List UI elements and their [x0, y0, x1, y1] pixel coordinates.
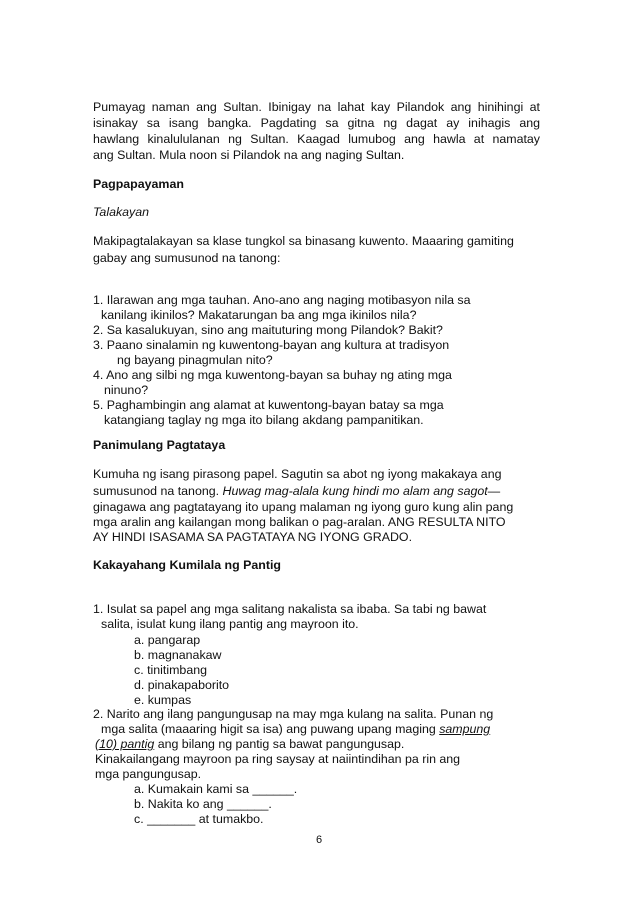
section-heading-panimulang-pagtataya: Panimulang Pagtataya: [93, 438, 226, 452]
pagtataya-line-1: Kumuha ng isang pirasong papel. Sagutin sa abot ng iyong makakaya ang: [93, 467, 502, 481]
question-3-line-2: ng bayang pinagmulan nito?: [117, 353, 273, 367]
item-2-line-5: mga pangungusap.: [95, 767, 202, 781]
item-2-emphasis-pantig: (10) pantig: [95, 737, 155, 751]
intro-line-3: hawlang kinalululanan ng Sultan. Kaagad lumubog ang hawla at namatay: [93, 132, 540, 146]
question-1-line-1: 1. Ilarawan ang mga tauhan. Ano-ano ang naging motibasyon nila sa: [93, 293, 471, 307]
word-item-c: c. tinitimbang: [134, 663, 208, 677]
question-3-line-1: 3. Paano sinalamin ng kuwentong-bayan ang kultura at tradisyon: [93, 338, 450, 352]
item-2-line-4: Kinakailangang mayroon pa ring saysay at naiintindihan pa rin ang: [95, 752, 461, 766]
section-heading-pagpapayaman: Pagpapayaman: [93, 177, 184, 191]
word-item-a: a. pangarap: [134, 633, 201, 647]
item-2-line-2: [101, 722, 490, 737]
pagtataya-dash: —: [487, 484, 501, 498]
item-2-emphasis-sampung: sampung: [439, 722, 491, 736]
section-heading-kakayahang-kumilala: Kakayahang Kumilala ng Pantig: [93, 558, 281, 572]
item-2-line-3-rest: ang bilang ng pantig sa bawat pangungusap.: [154, 737, 405, 751]
question-4-line-1: 4. Ano ang silbi ng mga kuwentong-bayan sa buhay ng ating mga: [93, 368, 452, 382]
talakayan-intro-line-2: gabay ang sumusunod na tanong:: [93, 251, 281, 265]
item-2-line-1: 2. Narito ang ilang pangungusap na may mga kulang na salita. Punan ng: [93, 707, 494, 721]
item-2-line-3: [95, 737, 404, 752]
pagtataya-line-4: mga aralin ang kailangan mong balikan o pag-aralan. ANG RESULTA NITO: [93, 515, 506, 529]
item-2-line-2-start: mga salita (maaaring higit sa isa) ang puwang upang maging: [101, 722, 440, 736]
intro-line-2: isinakay sa isang bangka. Pagdating sa gitna ng dagat ay inihagis ang: [93, 116, 540, 130]
word-item-e: e. kumpas: [134, 693, 192, 707]
pagtataya-line-5: AY HINDI ISASAMA SA PAGTATAYA NG IYONG GRADO.: [93, 530, 413, 544]
pagtataya-line-2: [93, 484, 500, 499]
question-5-line-1: 5. Paghambingin ang alamat at kuwentong-bayan batay sa mga: [93, 398, 444, 412]
question-2: 2. Sa kasalukuyan, sino ang maituturing mong Pilandok? Bakit?: [93, 323, 443, 337]
intro-line-4: ang Sultan. Mula noon si Pilandok na ang naging Sultan.: [93, 148, 405, 162]
question-4-line-2: ninuno?: [104, 383, 149, 397]
word-item-b: b. magnanakaw: [134, 648, 222, 662]
question-5-line-2: katangiang taglay ng mga ito bilang akdang pampanitikan.: [104, 413, 424, 427]
word-item-d: d. pinakapaborito: [134, 678, 230, 692]
pagtataya-line-3: ginagawa ang pagtatayang ito upang malaman ng iyong guro kung alin pang: [93, 500, 514, 514]
question-1-line-2: kanilang ikinilos? Makatarungan ba ang mga ikinilos nila?: [101, 308, 417, 322]
talakayan-intro-line-1: Makipagtalakayan sa klase tungkol sa binasang kuwento. Maaaring gamiting: [93, 234, 514, 248]
sentence-item-a: a. Kumakain kami sa ______.: [134, 782, 298, 796]
item-1-line-1: 1. Isulat sa papel ang mga salitang nakalista sa ibaba. Sa tabi ng bawat: [93, 602, 487, 616]
item-1-line-2: salita, isulat kung ilang pantig ang mayroon ito.: [101, 617, 359, 631]
pagtataya-line-2-start: sumusunod na tanong.: [93, 484, 223, 498]
page-number: 6: [315, 834, 323, 846]
pagtataya-italic-phrase: Huwag mag-alala kung hindi mo alam ang sagot: [222, 484, 488, 498]
sentence-item-b: b. Nakita ko ang ______.: [134, 797, 272, 811]
sentence-item-c: c. _______ at tumakbo.: [134, 812, 264, 826]
subheading-talakayan: Talakayan: [93, 205, 150, 219]
intro-line-1: Pumayag naman ang Sultan. Ibinigay na lahat kay Pilandok ang hinihingi at: [93, 100, 540, 114]
